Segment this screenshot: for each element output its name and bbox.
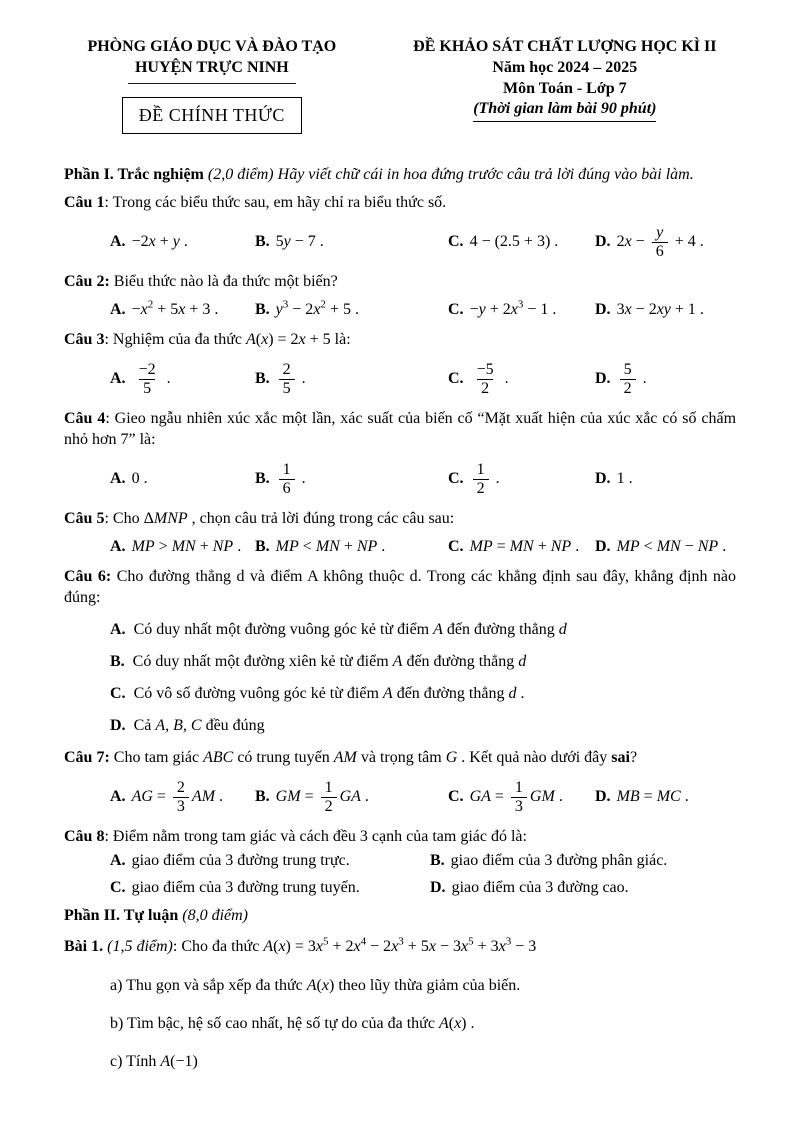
option-letter: D. <box>430 879 446 896</box>
question-7 <box>64 747 736 819</box>
option-d <box>595 470 736 488</box>
option-a <box>110 298 255 319</box>
question-4-stem <box>64 408 736 450</box>
option-letter: D. <box>595 370 611 387</box>
option-b <box>255 779 448 816</box>
option-text: −2x + y . <box>131 233 188 250</box>
option-text: giao điểm của 3 đường cao. <box>451 879 629 896</box>
option-a <box>110 852 430 870</box>
question-7-text: Cho tam giác ABC có trung tuyến AM và trọng tâm G . Kết quả nào dưới đây sai? <box>109 749 638 766</box>
exam-info-block <box>360 36 736 134</box>
question-4-label: Câu 4 <box>64 410 106 427</box>
option-text: 2x − $\frac{y}{6}$ + 4 . <box>616 223 704 260</box>
option-text: Có duy nhất một đường xiên kẻ từ điểm A đến đường thẳng d <box>132 653 527 670</box>
question-3 <box>64 329 736 401</box>
question-1 <box>64 192 736 264</box>
question-7-label: Câu 7: <box>64 749 110 766</box>
issuer-divider <box>128 83 296 84</box>
question-7-stem <box>64 747 736 768</box>
question-1-options <box>110 220 736 264</box>
exercise-1-text: : Cho đa thức $A(x) = 3x^5 + 2x^4 - 2x^3 + 5x - 3x^5 + 3x^3 - 3$ <box>172 935 537 955</box>
exercise-1-label: Bài 1. <box>64 938 104 955</box>
question-8-options <box>110 852 736 897</box>
option-text: $\frac{1}{6}$ . <box>276 461 306 498</box>
option-letter: C. <box>110 879 126 896</box>
option-letter: D. <box>595 788 611 805</box>
issuer-block <box>64 36 360 134</box>
subject-line: Môn Toán - Lớp 7 <box>503 80 627 97</box>
question-1-stem <box>64 192 736 213</box>
option-letter: B. <box>255 470 270 487</box>
option-c <box>448 779 595 816</box>
option-b <box>255 361 448 398</box>
question-5 <box>64 508 736 559</box>
issuer-line1: PHÒNG GIÁO DỤC VÀ ĐÀO TẠO <box>87 38 337 55</box>
option-c <box>448 361 595 398</box>
question-2-label: Câu 2: <box>64 273 110 290</box>
question-2 <box>64 271 736 322</box>
duration-line: (Thời gian làm bài 90 phút) <box>473 99 656 122</box>
exercise-1 <box>64 936 736 1072</box>
option-b <box>255 298 448 319</box>
option-b <box>255 461 448 498</box>
option-letter: A. <box>110 537 126 555</box>
question-4-options <box>110 457 736 501</box>
question-5-options <box>110 534 736 559</box>
option-letter: C. <box>448 537 464 555</box>
option-text: 4 − (2.5 + 3) . <box>469 233 559 250</box>
question-8 <box>64 826 736 897</box>
option-letter: C. <box>448 300 464 318</box>
question-6-text: Cho đường thẳng d và điểm A không thuộc d. Trong các khẳng định sau đây, khẳng định nào đúng: <box>64 568 737 606</box>
option-letter: A. <box>110 788 126 805</box>
option-text: Có duy nhất một đường vuông góc kẻ từ điểm A đến đường thẳng d <box>133 621 567 638</box>
option-letter: A. <box>110 470 126 487</box>
option-a <box>110 470 255 488</box>
option-b <box>255 233 448 251</box>
exercise-1-points: (1,5 điểm) <box>107 938 173 955</box>
part2-subtitle: (8,0 điểm) <box>182 907 249 924</box>
option-d <box>595 361 736 398</box>
option-text: MP < MN − NP . <box>616 537 727 555</box>
option-text: MB = MC . <box>616 788 689 805</box>
part1-heading <box>64 164 736 185</box>
question-6 <box>64 566 736 736</box>
option-letter: B. <box>255 233 270 250</box>
question-8-label: Câu 8 <box>64 828 105 845</box>
option-text: GM = $\frac{1}{2}$ GA . <box>275 778 369 815</box>
official-exam-box: ĐỀ CHÍNH THỨC <box>122 97 302 134</box>
option-c <box>110 879 430 897</box>
issuer-line2: HUYỆN TRỰC NINH <box>134 59 289 76</box>
option-a <box>110 619 736 640</box>
option-text: MP < MN + NP . <box>275 537 386 555</box>
question-7-options <box>110 775 736 819</box>
question-5-stem <box>64 508 736 529</box>
option-text: $y^3 - 2x^2 + 5$ . <box>275 298 359 318</box>
part2-title: Phần II. Tự luận <box>64 907 179 924</box>
option-text: 3x − 2xy + 1 . <box>616 300 704 318</box>
question-5-label: Câu 5 <box>64 510 105 527</box>
option-letter: D. <box>110 717 126 734</box>
option-c <box>448 233 595 251</box>
question-4 <box>64 408 736 501</box>
option-d <box>595 224 736 261</box>
option-letter: B. <box>255 788 270 805</box>
option-b <box>430 852 736 870</box>
option-a <box>110 361 255 398</box>
option-letter: A. <box>110 621 126 638</box>
option-letter: C. <box>448 470 464 487</box>
option-text: $\frac{-2}{5}$ . <box>138 360 171 397</box>
option-text: 1 . <box>616 470 633 487</box>
option-c <box>448 461 595 498</box>
question-2-stem <box>64 271 736 292</box>
part2-heading <box>64 905 736 926</box>
option-letter: B. <box>255 300 270 318</box>
question-3-options <box>110 357 736 401</box>
option-text: $-x^2 + 5x + 3$ . <box>131 298 219 318</box>
question-8-stem <box>64 826 736 847</box>
option-d <box>110 715 736 736</box>
option-text: $\frac{1}{2}$ . <box>470 461 500 498</box>
option-text: giao điểm của 3 đường phân giác. <box>450 852 668 869</box>
option-letter: C. <box>448 370 464 387</box>
option-letter: D. <box>595 233 611 250</box>
option-a <box>110 233 255 251</box>
option-d <box>430 879 736 897</box>
option-letter: B. <box>110 653 125 670</box>
option-text: $-y + 2x^3 - 1$ . <box>469 298 557 318</box>
option-c <box>448 298 595 319</box>
part1-subtitle: (2,0 điểm) Hãy viết chữ cái in hoa đứng trước câu trả lời đúng vào bài làm. <box>207 166 694 183</box>
option-d <box>595 788 736 806</box>
exercise-1-stem <box>64 936 736 958</box>
option-text: $\frac{5}{2}$ . <box>617 361 647 398</box>
option-text: 0 . <box>131 470 148 487</box>
question-3-text: : Nghiệm của đa thức A(x) = 2x + 5 là: <box>104 331 351 348</box>
option-letter: B. <box>430 852 445 869</box>
option-letter: C. <box>448 788 464 805</box>
exercise-1-item-a: a) Thu gọn và sắp xếp đa thức A(x) theo lũy thừa giảm của biến. <box>110 977 521 994</box>
exam-header <box>64 36 736 134</box>
exercise-1-item-c: c) Tính A(−1) <box>110 1053 198 1070</box>
option-text: $\frac{2}{5}$ . <box>276 361 306 398</box>
question-8-text: : Điểm nằm trong tam giác và cách đều 3 cạnh của tam giác đó là: <box>104 828 527 845</box>
option-letter: A. <box>110 233 126 250</box>
option-text: 5y − 7 . <box>275 233 324 250</box>
question-3-stem <box>64 329 736 350</box>
exercise-1-item-b: b) Tìm bậc, hệ số cao nhất, hệ số tự do của đa thức A(x) . <box>110 1015 475 1032</box>
option-letter: C. <box>448 233 464 250</box>
question-4-text: : Gieo ngẫu nhiên xúc xắc một lần, xác suất của biến cố “Mặt xuất hiện của xúc xắc có số chấm nhỏ hơn 7” là: <box>64 410 737 448</box>
question-2-text: Biểu thức nào là đa thức một biến? <box>109 273 338 290</box>
question-1-label: Câu 1 <box>64 194 105 211</box>
option-letter: B. <box>255 537 270 555</box>
exam-title: ĐỀ KHẢO SÁT CHẤT LƯỢNG HỌC KÌ II <box>413 38 717 55</box>
option-letter: C. <box>110 685 126 702</box>
option-text: Có vô số đường vuông góc kẻ từ điểm A đến đường thẳng d . <box>133 685 525 702</box>
option-letter: D. <box>595 470 611 487</box>
option-letter: D. <box>595 537 611 555</box>
question-1-text: : Trong các biểu thức sau, em hãy chỉ ra biểu thức số. <box>104 194 447 211</box>
school-year-line: Năm học 2024 – 2025 <box>492 59 638 76</box>
option-a <box>110 538 255 556</box>
part1-title: Phần I. Trắc nghiệm <box>64 166 204 183</box>
question-6-stem <box>64 566 736 608</box>
option-b <box>255 538 448 556</box>
option-text: AG = $\frac{2}{3}$ AM . <box>131 778 224 815</box>
question-2-options <box>110 297 736 322</box>
option-a <box>110 779 255 816</box>
option-text: MP = MN + NP . <box>469 537 580 555</box>
option-letter: D. <box>595 300 611 318</box>
option-text: Cả A, B, C đều đúng <box>133 717 265 734</box>
option-text: MP > MN + NP . <box>131 537 242 555</box>
option-c <box>110 683 736 704</box>
option-d <box>595 538 736 556</box>
question-6-options <box>110 619 736 736</box>
option-letter: B. <box>255 370 270 387</box>
option-text: GA = $\frac{1}{3}$ GM . <box>469 778 563 815</box>
question-3-label: Câu 3 <box>64 331 105 348</box>
option-letter: A. <box>110 300 126 318</box>
option-text: giao điểm của 3 đường trung tuyến. <box>131 879 360 896</box>
option-text: giao điểm của 3 đường trung trực. <box>131 852 350 869</box>
option-d <box>595 301 736 319</box>
option-c <box>448 538 595 556</box>
option-letter: A. <box>110 370 126 387</box>
option-letter: A. <box>110 852 126 869</box>
option-b <box>110 651 736 672</box>
duration-wrap <box>394 99 736 122</box>
question-5-text: : Cho ΔMNP , chọn câu trả lời đúng trong các câu sau: <box>104 510 455 527</box>
question-6-label: Câu 6: <box>64 568 112 585</box>
option-text: $\frac{-5}{2}$ . <box>476 360 509 397</box>
